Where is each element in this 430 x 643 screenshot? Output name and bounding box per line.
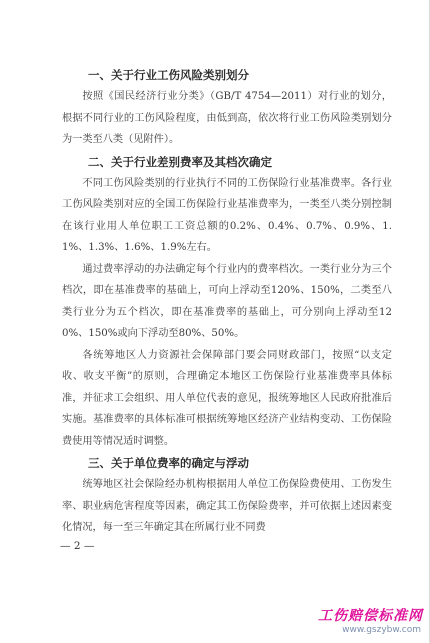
paragraph: 通过费率浮动的办法确定每个行业内的费率档次。一类行业分为三个档次，即在基准费率的基础上，可向上浮动至120%、150%，二类至八类行业分为五个档次，即在基准费率的基础上，可分别向上浮动至120%、150%或向下浮动至80%、50%。 <box>62 263 392 339</box>
document-body <box>62 64 392 539</box>
section-2 <box>62 151 392 453</box>
section-3 <box>62 452 392 539</box>
paragraph: 按照《国民经济行业分类》（GB/T 4754—2011）对行业的划分，根据不同行业的工伤风险程度，由低到高，依次将行业工伤风险类别划分为一类至八类（见附件）。 <box>62 91 392 145</box>
section-heading: 一、关于行业工伤风险类别划分 <box>88 68 249 82</box>
paragraph: 不同工伤风险类别的行业执行不同的工伤保险行业基准费率。各行业工伤风险类别对应的全国工伤保险行业基准费率为，一类至八类分别控制在该行业用人单位职工工资总额的0.2%、0.4%、0.7%、0.9%、1.1%、1.3%、1.6%、1.9%左右。 <box>62 177 392 253</box>
watermark-url: www.gszybw.com <box>342 625 421 635</box>
watermark-title: 工伤赔偿标准网 <box>318 608 423 624</box>
section-heading: 三、关于单位费率的确定与浮动 <box>88 456 249 470</box>
site-watermark <box>290 605 425 639</box>
paragraph: 统筹地区社会保险经办机构根据用人单位工伤保险费使用、工伤发生率、职业病危害程度等因素，确定其工伤保险费率，并可依据上述因素变化情况，每一至三年确定其在所属行业不同费 <box>62 479 392 533</box>
section-1 <box>62 64 392 151</box>
page-number: — 2 — <box>60 540 95 552</box>
section-heading: 二、关于行业差别费率及其档次确定 <box>88 154 272 169</box>
paragraph: 各统筹地区人力资源社会保障部门要会同财政部门，按照“以支定收、收支平衡”的原则，合理确定本地区工伤保险行业基准费率具体标准，并征求工会组织、用人单位代表的意见，报统筹地区人民政府批准后实施。基准费率的具体标准可根据统筹地区经济产业结构变动、工伤保险费使用等情况适时调整。 <box>62 349 392 447</box>
